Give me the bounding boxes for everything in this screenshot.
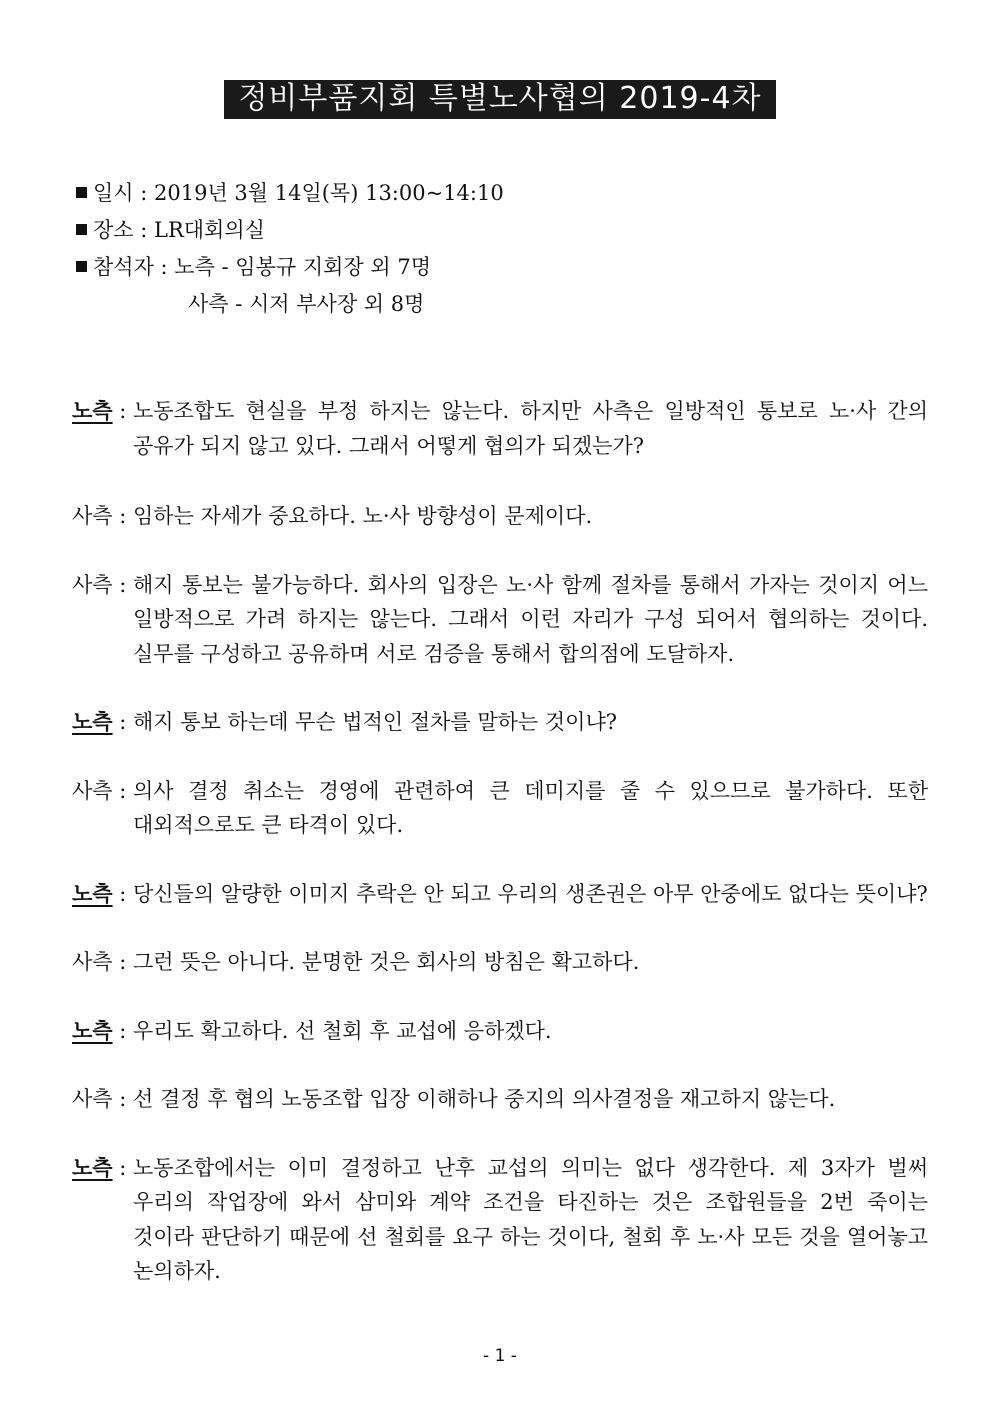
- dialogue-entry: [72, 1082, 928, 1117]
- info-attendees-union: [76, 249, 504, 286]
- statement-text: 당신들의 알량한 이미지 추락은 안 되고 우리의 생존권은 아무 안중에도 없다는 뜻이냐?: [133, 881, 928, 906]
- speaker-label: 사측: [72, 778, 113, 803]
- speaker-colon: :: [112, 572, 134, 597]
- title-wrap: [0, 80, 1000, 119]
- statement-text: 해지 통보는 불가능하다. 회사의 입장은 노·사 함께 절차를 통해서 가자는 것이지 어느 일방적으로 가려 하지는 않는다. 그래서 이런 자리가 구성 되어서 협의하는 것이다. 실무를 구성하고 공유하며 서로 검증을 통해서 합의점에 도달하자.: [133, 572, 928, 666]
- statement-text: 임하는 자세가 중요하다. 노·사 방향성이 문제이다.: [133, 504, 593, 528]
- info-date-text: 일시 : 2019년 3월 14일(목) 13:00~14:10: [93, 181, 504, 205]
- dialogue-entry: [72, 394, 928, 463]
- speaker-colon: :: [112, 1018, 134, 1043]
- speaker-label: 노측: [72, 880, 113, 906]
- statement-text: 의사 결정 취소는 경영에 관련하여 큰 데미지를 줄 수 있으므로 불가하다. 또한 대외적으로도 큰 타격이 있다.: [133, 778, 928, 837]
- speaker-colon: :: [112, 778, 134, 803]
- speaker-label: 노측: [72, 709, 113, 734]
- document-title: 정비부품지회 특별노사협의 2019-4차: [224, 80, 775, 119]
- statement-text: 선 결정 후 협의 노동조합 입장 이해하나 중지의 의사결정을 재고하지 않는다.: [133, 1087, 836, 1111]
- dialogue-entry: [72, 1151, 928, 1289]
- dialogue-entry: [72, 877, 928, 912]
- speaker-colon: :: [112, 881, 134, 906]
- square-bullet-icon: [76, 224, 87, 235]
- info-attendees-union-text: 참석자 : 노측 - 임봉규 지회장 외 7명: [93, 255, 431, 279]
- speaker-label: 노측: [72, 1154, 113, 1180]
- speaker-label: 사측: [72, 1087, 113, 1111]
- speaker-label: 사측: [72, 504, 113, 528]
- speaker-colon: :: [112, 950, 134, 974]
- speaker-label: 노측: [72, 1017, 113, 1043]
- speaker-colon: :: [112, 1087, 134, 1111]
- info-attendees-company: [76, 286, 504, 323]
- dialogue-entry: [72, 705, 928, 740]
- speaker-colon: :: [112, 504, 134, 528]
- statement-text: 우리도 확고하다. 선 철회 후 교섭에 응하겠다.: [133, 1018, 552, 1043]
- statement-text: 노동조합도 현실을 부정 하지는 않는다. 하지만 사측은 일방적인 통보로 노·사 간의 공유가 되지 않고 있다. 그래서 어떻게 협의가 되겠는가?: [133, 399, 928, 458]
- info-attendees-company-text: 사측 - 시저 부사장 외 8명: [188, 292, 425, 316]
- dialogue: [72, 394, 928, 1289]
- speaker-colon: :: [112, 710, 134, 734]
- speaker-label: 노측: [72, 398, 113, 423]
- dialogue-entry: [72, 945, 928, 980]
- square-bullet-icon: [76, 261, 87, 272]
- square-bullet-icon: [76, 187, 87, 198]
- speaker-colon: :: [112, 1155, 134, 1180]
- meeting-info: [76, 175, 504, 323]
- info-date: [76, 175, 504, 212]
- speaker-label: 사측: [72, 572, 113, 597]
- statement-text: 해지 통보 하는데 무슨 법적인 절차를 말하는 것이냐?: [133, 710, 618, 734]
- statement-text: 그런 뜻은 아니다. 분명한 것은 회사의 방침은 확고하다.: [133, 950, 640, 974]
- page-number: - 1 -: [483, 1346, 517, 1366]
- speaker-colon: :: [112, 399, 134, 423]
- dialogue-entry: [72, 499, 928, 534]
- dialogue-entry: [72, 774, 928, 843]
- statement-text: 노동조합에서는 이미 결정하고 난후 교섭의 의미는 없다 생각한다. 제 3자가 벌써 우리의 작업장에 와서 삼미와 계약 조건을 타진하는 것은 조합원들을 2번 죽이는 것이라 판단하기 때문에 선 철회를 요구 하는 것이다, 철회 후 노·사 모든 것을 열어놓고 논의하자.: [133, 1155, 928, 1283]
- info-place: [76, 212, 504, 249]
- dialogue-entry: [72, 1014, 928, 1049]
- speaker-label: 사측: [72, 950, 113, 974]
- info-place-text: 장소 : LR대회의실: [93, 218, 265, 242]
- dialogue-entry: [72, 568, 928, 672]
